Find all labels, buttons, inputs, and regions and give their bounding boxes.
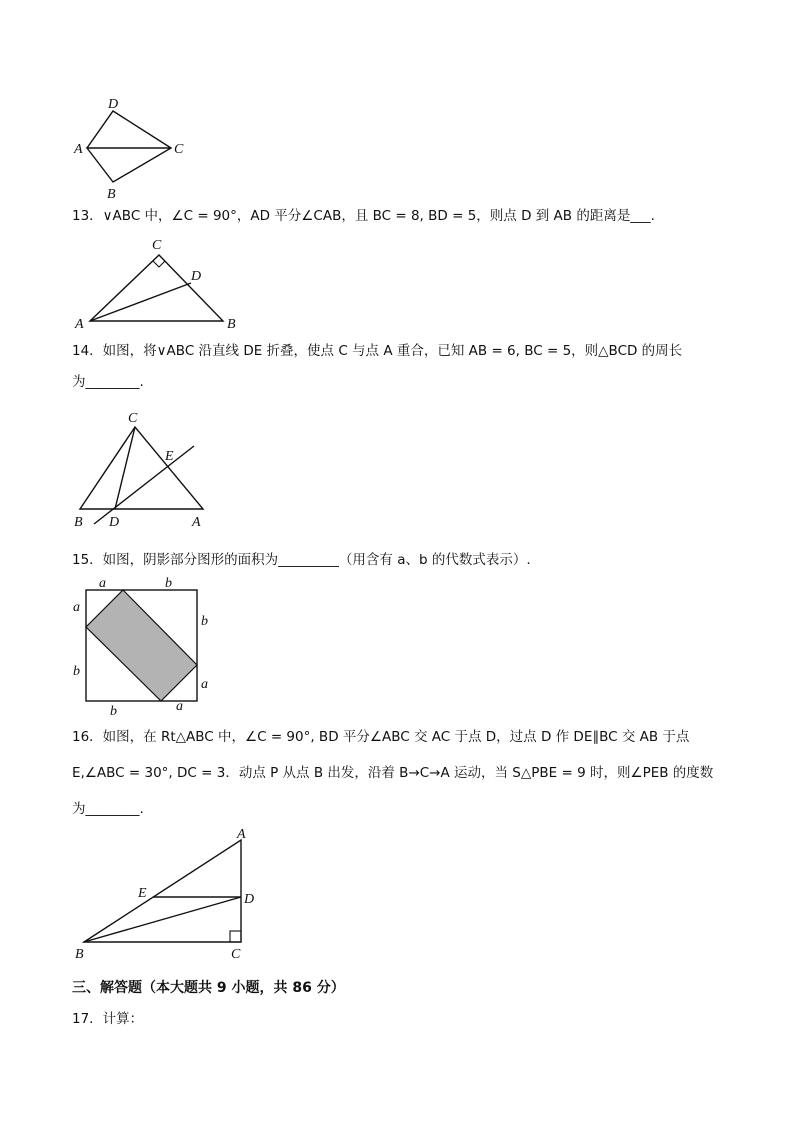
- label-d: D: [191, 269, 202, 284]
- segment-bd: [84, 897, 241, 942]
- shaded-rectangle: [86, 590, 197, 701]
- label-a: A: [75, 317, 84, 332]
- figure-quadrilateral-abcd: [70, 92, 200, 202]
- figure-q16-right-triangle: [70, 826, 270, 966]
- label-bottom-b: b: [110, 704, 117, 719]
- label-right-a: a: [201, 677, 208, 692]
- label-b: B: [227, 317, 236, 332]
- segment-cd: [115, 427, 135, 509]
- triangle-abc: [84, 840, 241, 942]
- question-14-line1: 14．如图，将∨ABC 沿直线 DE 折叠，使点 C 与点 A 重合，已知 AB = 6, BC = 5，则△BCD 的周长: [72, 343, 683, 359]
- label-a: A: [74, 142, 83, 157]
- label-d: D: [109, 515, 120, 530]
- question-16-line1: 16．如图，在 Rt△ABC 中，∠C = 90°, BD 平分∠ABC 交 AC 于点 D，过点 D 作 DE∥BC 交 AB 于点: [72, 729, 690, 745]
- label-d: D: [244, 892, 255, 907]
- segment-ad: [90, 283, 191, 321]
- question-15: 15．如图，阴影部分图形的面积为_________（用含有 a、b 的代数式表示）.: [72, 552, 531, 568]
- question-16-line2: E,∠ABC = 30°, DC = 3．动点 P 从点 B 出发，沿着 B→C→A 运动，当 S△PBE = 9 时，则∠PEB 的度数: [72, 765, 714, 781]
- label-c: C: [128, 411, 138, 426]
- figure-q15-square: [70, 574, 220, 722]
- label-c: C: [152, 238, 162, 253]
- label-top-a: a: [99, 576, 106, 591]
- label-bottom-a: a: [176, 699, 183, 714]
- right-angle-mark: [230, 931, 241, 942]
- label-right-b: b: [201, 614, 208, 629]
- label-b: B: [75, 947, 84, 962]
- figure-q13-triangle: [70, 232, 250, 332]
- label-e: E: [165, 449, 174, 464]
- question-17: 17．计算：: [72, 1011, 144, 1027]
- question-14-line2: 为________.: [72, 374, 144, 390]
- label-b: B: [74, 515, 83, 530]
- question-16-line3: 为________.: [72, 801, 144, 817]
- label-c: C: [231, 947, 241, 962]
- label-a: A: [237, 827, 246, 842]
- label-top-b: b: [165, 576, 172, 591]
- figure-q14-fold: [70, 405, 220, 530]
- label-b: B: [107, 187, 116, 202]
- label-d: D: [108, 97, 119, 112]
- section-3-heading: 三、解答题（本大题共 9 小题，共 86 分）: [72, 980, 345, 996]
- label-e: E: [138, 886, 147, 901]
- label-left-a: a: [73, 600, 80, 615]
- label-c: C: [174, 142, 184, 157]
- fold-line-de: [94, 446, 194, 524]
- figure-lines: [87, 111, 171, 182]
- label-a: A: [192, 515, 201, 530]
- question-13: 13．∨ABC 中，∠C = 90°，AD 平分∠CAB，且 BC = 8, BD = 5，则点 D 到 AB 的距离是___.: [72, 208, 655, 224]
- label-left-b: b: [73, 664, 80, 679]
- right-angle-mark: [153, 261, 165, 267]
- triangle-abc: [80, 427, 203, 509]
